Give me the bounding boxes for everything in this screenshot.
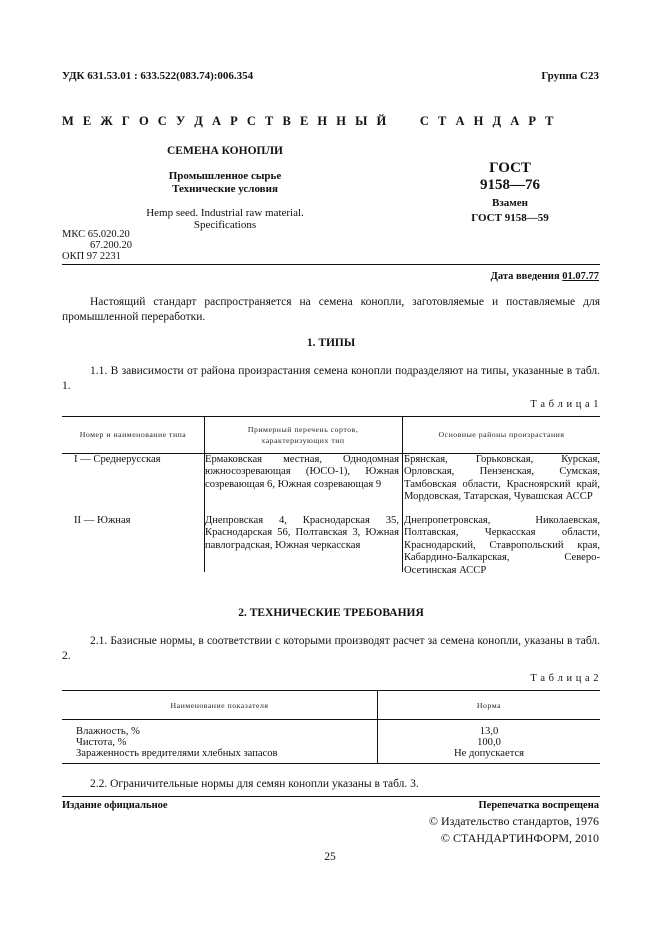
table-row: I — Среднерусская [74, 454, 161, 465]
footer-divider [62, 796, 600, 797]
subtitle-raw-material: Промышленное сырье [168, 170, 282, 182]
table-1-col-divider-2 [402, 416, 403, 572]
table-cell-regions: Брянская, Горьковская, Курская, Орловская, Пензенская, Сумская, Тамбовская области, Красноярский край, Мордовская, Татарская, Чувашская АССР [404, 454, 600, 503]
table-2-top-rule [62, 690, 600, 691]
table-1 [62, 416, 600, 576]
table-1-caption: Т а б л и ц а 1 [530, 399, 599, 410]
table-row: Чистота, % [76, 737, 127, 749]
section-1-1-text: 1.1. В зависимости от района произрастания семена конопли подразделяют на типы, указанные в табл. 1. [62, 365, 600, 392]
subtitle-specs: Технические условия [172, 183, 278, 195]
table-1-header-regions: Основные районы произрастания [438, 430, 565, 439]
section-2-heading: 2. ТЕХНИЧЕСКИЕ ТРЕБОВАНИЯ [238, 607, 424, 619]
reprint-notice: Перепечатка воспрещена [478, 800, 599, 811]
table-cell-regions: Днепропетровская, Николаевская, Полтавская, Черкасская области, Краснодарский, Ставропольский края, Кабардино-Балкарская, Северо-Осетинская АССР [404, 515, 600, 576]
english-title-1: Hemp seed. Industrial raw material. [146, 207, 304, 219]
gost-number: 9158—76 [480, 177, 540, 193]
replaces-label: Взамен [492, 197, 528, 209]
table-2-bottom-rule [62, 763, 600, 764]
table-1-header-type: Номер и наименование типа [79, 430, 187, 439]
table-2-indicators [76, 726, 278, 760]
copyright-publisher: © Издательство стандартов, 1976 [428, 814, 599, 828]
table-1-top-rule [62, 416, 600, 417]
copyright-standartinform: © СТАНДАРТИНФОРМ, 2010 [440, 831, 599, 845]
table-cell-value: 100,0 [477, 737, 501, 749]
table-2-header-norm: Норма [476, 701, 502, 710]
header-divider [62, 264, 600, 265]
document-title: СЕМЕНА КОНОПЛИ [167, 145, 283, 157]
table-row: Влажность, % [76, 726, 140, 737]
table-row: II — Южная [74, 515, 131, 526]
english-title-2: Specifications [193, 219, 257, 231]
introduction-date-value: 01.07.77 [562, 271, 599, 282]
section-2-1-text: 2.1. Базисные нормы, в соответствии с которыми производят расчет за семена конопли, указаны в табл. 2. [62, 635, 600, 662]
table-2 [62, 690, 600, 764]
table-cell-varieties: Ермаковская местная, Однодомная южносозревающая (ЮСО-1), Южная созревающая 6, Южная созревающая 9 [205, 454, 399, 490]
udk-code: УДК 631.53.01 : 633.522(083.74):006.354 [62, 70, 254, 82]
standard-banner: М Е Ж Г О С У Д А Р С Т В Е Н Н Ы Й С Т А Н Д А Р Т [62, 114, 557, 128]
intro-paragraph: Настоящий стандарт распространяется на семена конопли, заготовляемые и поставляемые для промышленной переработки. [62, 296, 600, 323]
group-code: Группа С23 [541, 70, 599, 82]
mks-code-2: 67.200.20 [90, 240, 132, 251]
table-2-header-indicator: Наименование показателя [170, 701, 269, 710]
table-row: Зараженность вредителями хлебных запасов [76, 748, 278, 760]
introduction-date-label: Дата введения [490, 271, 560, 282]
table-2-caption: Т а б л и ц а 2 [530, 673, 599, 684]
table-cell-value: Не допускается [453, 748, 525, 760]
table-1-header-varieties: Примерный перечень сортов, характеризующих тип [247, 425, 359, 445]
section-2-2-text: 2.2. Ограничительные нормы для семян конопли указаны в табл. 3. [90, 778, 419, 790]
okp-code: ОКП 97 2231 [62, 251, 121, 262]
table-cell-varieties: Днепровская 4, Краснодарская 35, Краснодарская 56, Полтавская 3, Южная павлоградская, Южная черкасская [205, 515, 399, 551]
table-2-values [378, 726, 600, 760]
page-number: 25 [324, 851, 336, 863]
mks-code-1: МКС 65.020.20 [62, 229, 130, 240]
table-cell-value: 13,0 [479, 726, 499, 737]
replaced-standard: ГОСТ 9158—59 [471, 212, 549, 224]
gost-label: ГОСТ [489, 160, 531, 176]
table-2-header-rule [62, 719, 600, 720]
section-1-heading: 1. ТИПЫ [306, 337, 356, 349]
official-edition: Издание официальное [62, 800, 168, 811]
introduction-date [491, 271, 599, 282]
